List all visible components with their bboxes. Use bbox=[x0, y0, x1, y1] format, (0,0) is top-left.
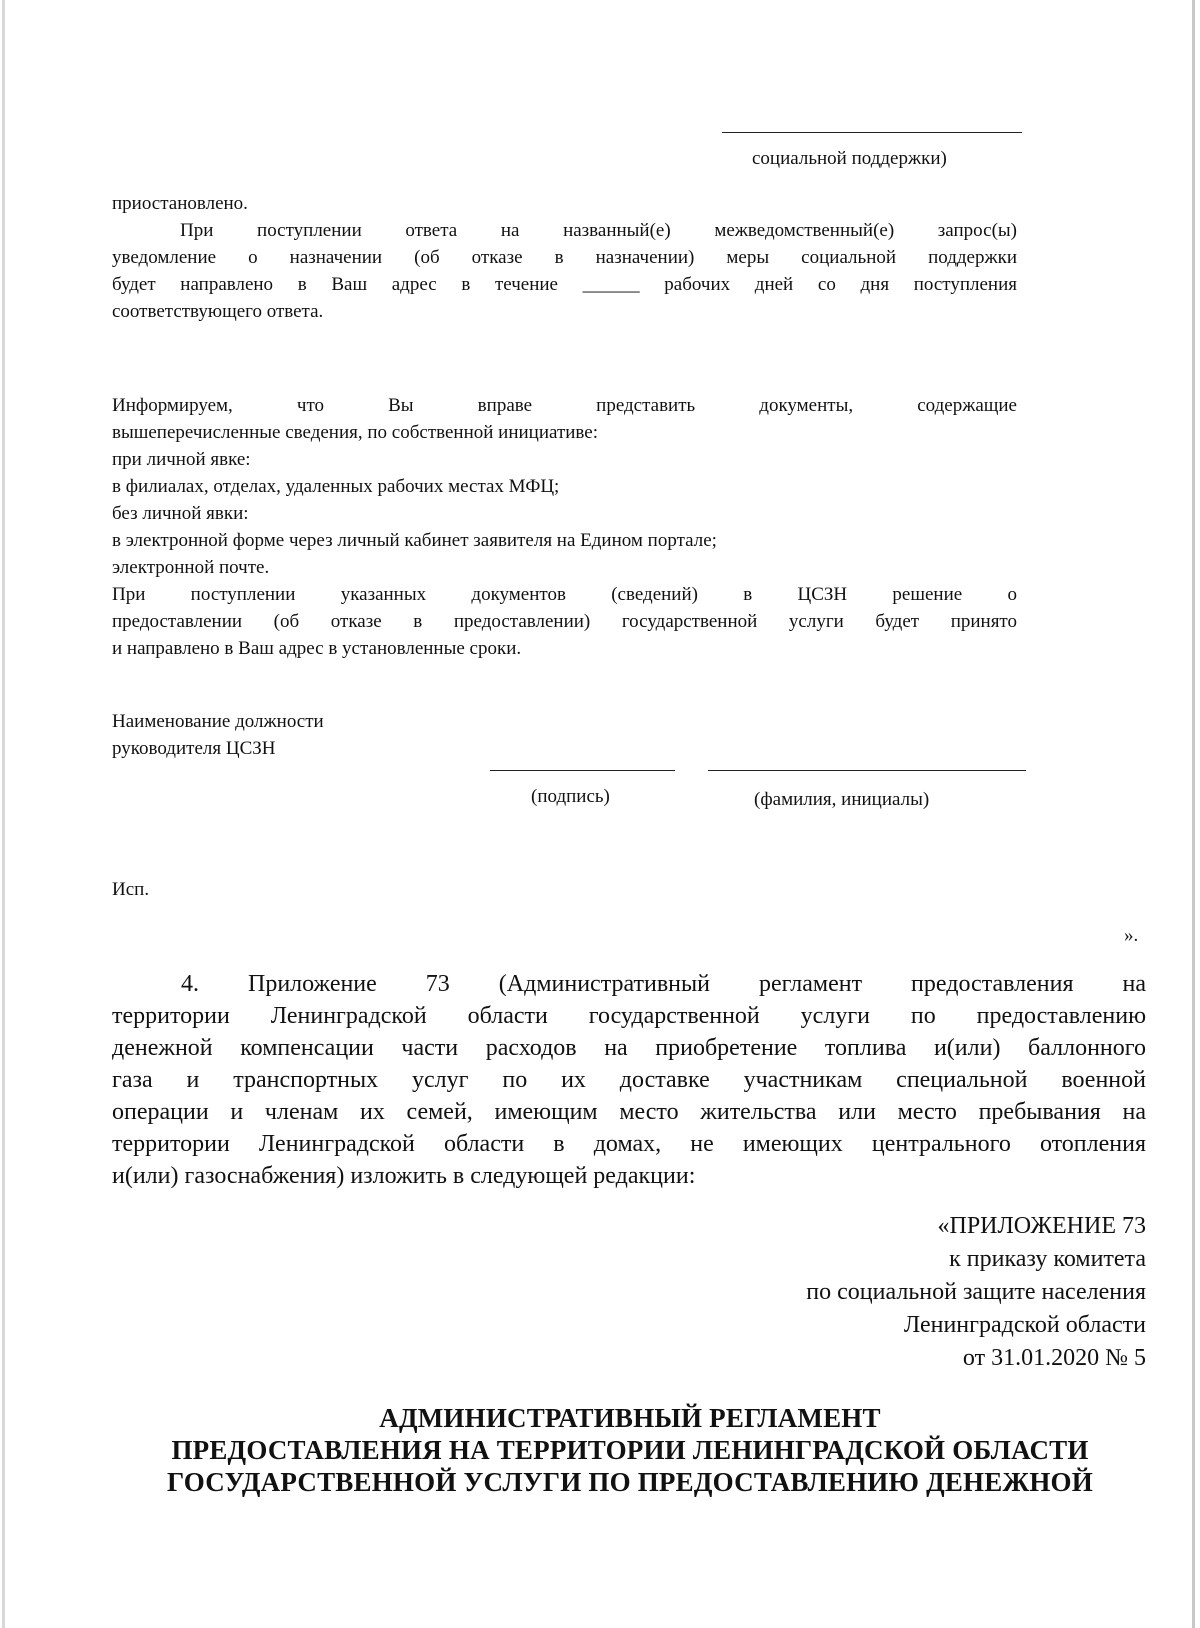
inform-line: в филиалах, отделах, удаленных рабочих местах МФЦ; bbox=[112, 476, 560, 497]
receipt-paragraph-last-line: и направлено в Ваш адрес в установленные сроки. bbox=[112, 638, 522, 659]
name-caption: (фамилия, инициалы) bbox=[754, 789, 930, 810]
item4-line: газа и транспортных услуг по их доставке участникам специальной военной bbox=[112, 1067, 1146, 1093]
response-paragraph-line: будет направлено в Ваш адрес в течение ______ рабочих дней со дня поступления bbox=[112, 274, 1017, 295]
support-caption: социальной поддержки) bbox=[752, 148, 947, 169]
appendix-header-line: от 31.01.2020 № 5 bbox=[962, 1345, 1146, 1371]
appendix-header-line: Ленинградской области bbox=[903, 1312, 1146, 1338]
inform-line: электронной почте. bbox=[112, 557, 270, 578]
executor-label: Исп. bbox=[112, 879, 150, 900]
item4-line: территории Ленинградской области в домах, не имеющих центрального отопления bbox=[112, 1131, 1146, 1157]
inform-line: при личной явке: bbox=[112, 449, 251, 470]
scan-left-edge bbox=[2, 0, 5, 1628]
signature-line bbox=[490, 770, 675, 771]
response-paragraph-line: уведомление о назначении (об отказе в назначении) меры социальной поддержки bbox=[112, 247, 1017, 268]
position-title-line: руководителя ЦСЗН bbox=[112, 738, 276, 759]
appendix-header-line: к приказу комитета bbox=[949, 1246, 1146, 1272]
response-paragraph-line: При поступлении ответа на названный(е) межведомственный(е) запрос(ы) bbox=[180, 220, 1017, 241]
suspended-line: приостановлено. bbox=[112, 193, 248, 214]
signature-caption: (подпись) bbox=[531, 786, 610, 807]
appendix-header-line: по социальной защите населения bbox=[806, 1279, 1146, 1305]
receipt-paragraph-line: предоставлении (об отказе в предоставлении) государственной услуги будет принято bbox=[112, 611, 1017, 632]
appendix-header-line: «ПРИЛОЖЕНИЕ 73 bbox=[937, 1213, 1146, 1239]
regulation-title-line: АДМИНИСТРАТИВНЫЙ РЕГЛАМЕНТ bbox=[379, 1403, 881, 1433]
name-line bbox=[708, 770, 1026, 771]
inform-paragraph-line: Информируем, что Вы вправе представить документы, содержащие bbox=[112, 395, 1017, 416]
item4-line: денежной компенсации части расходов на приобретение топлива и(или) баллонного bbox=[112, 1035, 1146, 1061]
closing-quote: ». bbox=[1124, 925, 1139, 946]
item4-line: 4. Приложение 73 (Административный регламент предоставления на bbox=[181, 971, 1146, 997]
response-paragraph-last-line: соответствующего ответа. bbox=[112, 301, 324, 322]
receipt-paragraph-line: При поступлении указанных документов (сведений) в ЦСЗН решение о bbox=[112, 584, 1017, 605]
support-fill-line bbox=[722, 132, 1022, 133]
inform-line: в электронной форме через личный кабинет заявителя на Едином портале; bbox=[112, 530, 717, 551]
regulation-title-line: ПРЕДОСТАВЛЕНИЯ НА ТЕРРИТОРИИ ЛЕНИНГРАДСКОЙ ОБЛАСТИ bbox=[171, 1435, 1089, 1465]
scan-right-edge bbox=[1192, 0, 1195, 1628]
item4-last-line: и(или) газоснабжения) изложить в следующей редакции: bbox=[112, 1163, 696, 1189]
item4-line: операции и членам их семей, имеющим место жительства или место пребывания на bbox=[112, 1099, 1146, 1125]
item4-line: территории Ленинградской области государственной услуги по предоставлению bbox=[112, 1003, 1146, 1029]
regulation-title-line: ГОСУДАРСТВЕННОЙ УСЛУГИ ПО ПРЕДОСТАВЛЕНИЮ ДЕНЕЖНОЙ bbox=[167, 1467, 1093, 1497]
inform-line: без личной явки: bbox=[112, 503, 249, 524]
position-title-line: Наименование должности bbox=[112, 711, 324, 732]
inform-line: вышеперечисленные сведения, по собственной инициативе: bbox=[112, 422, 598, 443]
